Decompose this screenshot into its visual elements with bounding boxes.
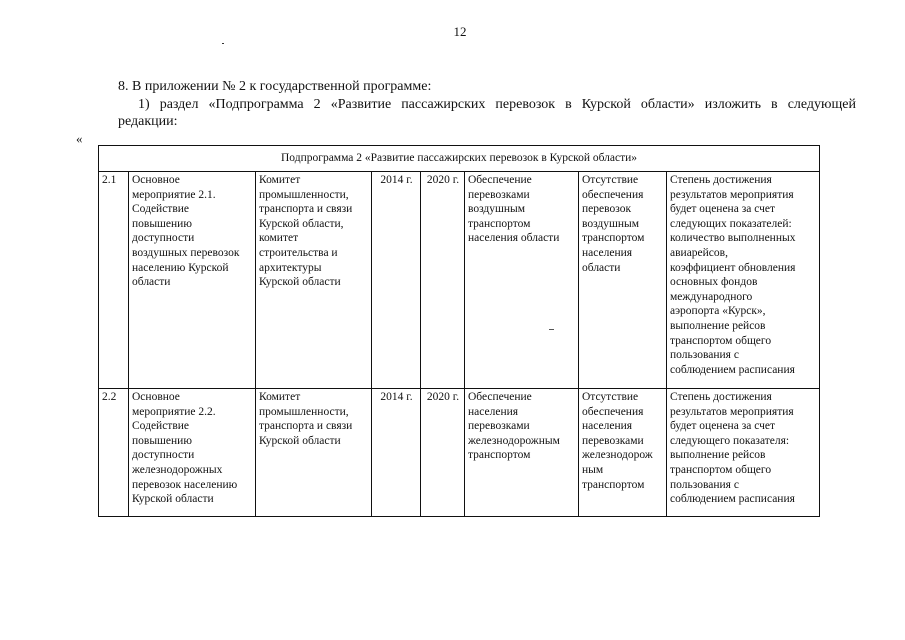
row-number: 2.2 xyxy=(99,389,129,517)
scan-speck xyxy=(222,43,224,44)
start-year-cell: 2014 г. xyxy=(372,389,421,517)
measure-cell: Основное мероприятие 2.1. Содействие повышению доступности воздушных перевозок населению Курской области xyxy=(129,172,256,389)
table-row xyxy=(99,389,820,517)
row-number: 2.1 xyxy=(99,172,129,389)
opening-quote-mark: « xyxy=(76,131,83,146)
result-cell: Обеспечение перевозками воздушным транспортом населения области xyxy=(465,172,579,389)
consequence-cell: Отсутствие обеспечения перевозок воздушным транспортом населения области xyxy=(579,172,667,389)
start-year-cell: 2014 г. xyxy=(372,172,421,389)
consequence-cell: Отсутствие обеспечения населения перевозками железнодорож ным транспортом xyxy=(579,389,667,517)
page-number: 12 xyxy=(453,24,467,39)
paragraph-subitem-line-2: редакции: xyxy=(118,114,178,129)
end-year-cell: 2020 г. xyxy=(421,389,465,517)
indicators-cell: Степень достижения результатов мероприятия будет оценена за счет следующего показателя: выполнение рейсов транспортом общего пользования с соблюдением расписания xyxy=(667,389,820,517)
subprogram-title: Подпрограмма 2 «Развитие пассажирских перевозок в Курской области» xyxy=(99,146,820,172)
paragraph-subitem-line-1: 1) раздел «Подпрограмма 2 «Развитие пассажирских перевозок в Курской области» изложить в следующей xyxy=(138,97,856,112)
table-title-row xyxy=(99,146,820,172)
paragraph-item-8: 8. В приложении № 2 к государственной программе: xyxy=(118,79,432,94)
executor-cell: Комитет промышленности, транспорта и связи Курской области xyxy=(256,389,372,517)
end-year-cell: 2020 г. xyxy=(421,172,465,389)
result-cell: Обеспечение населения перевозками железнодорожным транспортом xyxy=(465,389,579,517)
subprogram-table xyxy=(98,145,820,517)
indicators-cell: Степень достижения результатов мероприятия будет оценена за счет следующих показателей: количество выполненных авиарейсов, коэффициент обновления основных фондов международного аэропорта «Курск», выполнение рейсов транспортом общего пользования с соблюдением расписания xyxy=(667,172,820,389)
measure-cell: Основное мероприятие 2.2. Содействие повышению доступности железнодорожных перевозок населению Курской области xyxy=(129,389,256,517)
executor-cell: Комитет промышленности, транспорта и связи Курской области, комитет строительства и архитектуры Курской области xyxy=(256,172,372,389)
table-row xyxy=(99,172,820,389)
scan-dash-mark xyxy=(549,329,554,330)
